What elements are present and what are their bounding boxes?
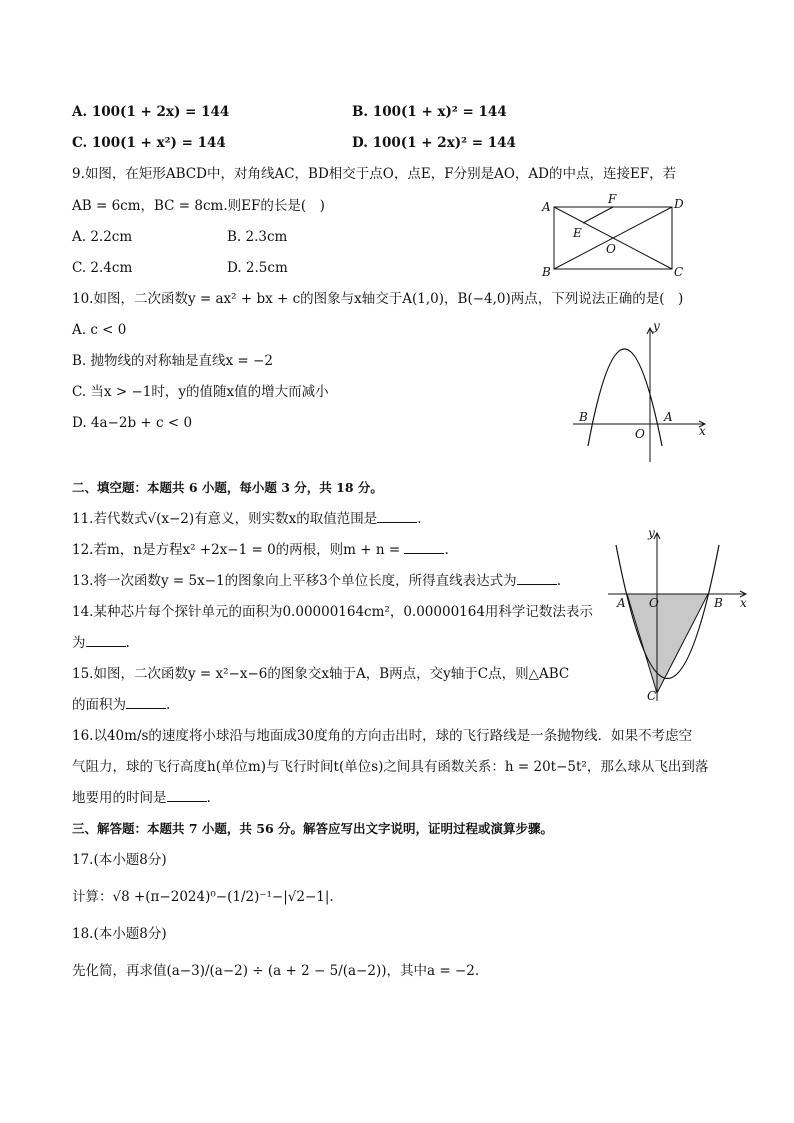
parabola-figure-q10 [565, 320, 715, 470]
q13 [72, 572, 561, 590]
label-e: E [573, 226, 582, 240]
q11 [72, 510, 422, 528]
label-o: O [635, 427, 645, 441]
section2-title: 二、填空题：本题共 6 小题，每小题 3 分，共 18 分。 [72, 480, 383, 495]
q8-option-d: D. 100(1 + 2x)² = 144 [352, 135, 516, 151]
q16-text: 地要用的时间是 [72, 790, 167, 806]
q14-end: . [125, 635, 130, 651]
q14-line1: 14.某种芯片每个探针单元的面积为0.00000164cm²，0.00000164用科学记数法表示 [72, 604, 593, 620]
label-f: F [608, 192, 617, 206]
q9-option-c: C. 2.4cm [72, 260, 133, 276]
q10-option-d: D. 4a−2b + c < 0 [72, 415, 193, 431]
q12-text: 12.若m，n是方程x² +2x−1 = 0的两根，则m + n = [72, 542, 405, 558]
q9-option-b: B. 2.3cm [227, 229, 288, 245]
q18-body: 先化简，再求值(a−3)/(a−2) ÷ (a + 2 − 5/(a−2))，其中a = −2. [72, 963, 480, 979]
label-a: A [664, 410, 673, 424]
q8-option-c: C. 100(1 + x²) = 144 [72, 135, 226, 151]
q13-text: 13.将一次函数y = 5x−1的图象向上平移3个单位长度，所得直线表达式为 [72, 573, 517, 589]
label-c: C [674, 265, 684, 279]
q11-end: . [417, 511, 422, 527]
q17-body: 计算：√8 +(π−2024)⁰−(1/2)⁻¹−|√2−1|. [72, 889, 334, 905]
segment-ef [583, 207, 613, 223]
q12 [72, 541, 449, 559]
q10-option-c: C. 当x > −1时，y的值随x值的增大而减小 [72, 384, 329, 400]
rectangle-figure [540, 190, 690, 280]
q15-answer-blank[interactable] [126, 696, 166, 709]
q16-line3 [72, 789, 211, 807]
q9-option-a: A. 2.2cm [72, 229, 133, 245]
label-o: O [606, 242, 616, 256]
q14-line2 [72, 634, 130, 652]
q8-option-a: A. 100(1 + 2x) = 144 [72, 104, 230, 120]
label-x: x [740, 596, 747, 610]
label-y: y [648, 526, 655, 540]
label-c: C [647, 689, 657, 703]
label-x: x [699, 424, 706, 438]
q10-option-b: B. 抛物线的对称轴是直线x = −2 [72, 353, 273, 369]
q16-line2: 气阻力，球的飞行高度h(单位m)与飞行时间t(单位s)之间具有函数关系：h = 20t−5t²，那么球从飞出到落 [72, 759, 709, 775]
label-y: y [653, 319, 660, 333]
q15-end: . [166, 697, 171, 713]
parabola-curve [588, 349, 662, 446]
q14-text: 为 [72, 635, 86, 651]
q15-line2 [72, 696, 170, 714]
q16-line1: 16.以40m/s的速度将小球沿与地面成30度角的方向击出时，球的飞行路线是一条抛物线．如果不考虑空 [72, 728, 693, 744]
q13-answer-blank[interactable] [517, 572, 557, 585]
q16-answer-blank[interactable] [167, 789, 207, 802]
q8-option-b: B. 100(1 + x)² = 144 [352, 104, 507, 120]
q11-answer-blank[interactable] [377, 510, 417, 523]
label-d: D [674, 197, 684, 211]
section3-title: 三、解答题：本题共 7 小题，共 56 分。解答应写出文字说明，证明过程或演算步骤。 [72, 821, 554, 836]
q15-line1: 15.如图，二次函数y = x²−x−6的图象交x轴于A，B两点，交y轴于C点，则△ABC [72, 666, 570, 682]
q9-option-d: D. 2.5cm [227, 260, 288, 276]
label-b: B [542, 265, 551, 279]
q10-stem: 10.如图，二次函数y = ax² + bx + c的图象与x轴交于A(1,0)，B(−4,0)两点，下列说法正确的是( ) [72, 291, 684, 307]
label-a: A [617, 596, 626, 610]
q13-end: . [556, 573, 561, 589]
label-b: B [714, 596, 723, 610]
q14-answer-blank[interactable] [86, 634, 126, 647]
q18-heading: 18.(本小题8分) [72, 926, 167, 942]
q12-answer-blank[interactable] [404, 541, 444, 554]
q17-heading: 17.(本小题8分) [72, 852, 167, 868]
q12-end: . [444, 542, 449, 558]
parabola-figure-q15 [600, 523, 760, 705]
q11-text: 11.若代数式√(x−2)有意义，则实数x的取值范围是 [72, 511, 378, 527]
q15-text: 的面积为 [72, 697, 126, 713]
label-b: B [579, 410, 588, 424]
q9-stem-line2: AB = 6cm，BC = 8cm.则EF的长是( ) [72, 198, 325, 214]
label-o: O [649, 596, 659, 610]
q10-option-a: A. c < 0 [72, 322, 127, 338]
label-a: A [542, 200, 551, 214]
q16-end: . [206, 790, 211, 806]
q9-stem-line1: 9.如图，在矩形ABCD中，对角线AC，BD相交于点O，点E，F分别是AO，AD的中点，连接EF，若 [72, 166, 677, 182]
